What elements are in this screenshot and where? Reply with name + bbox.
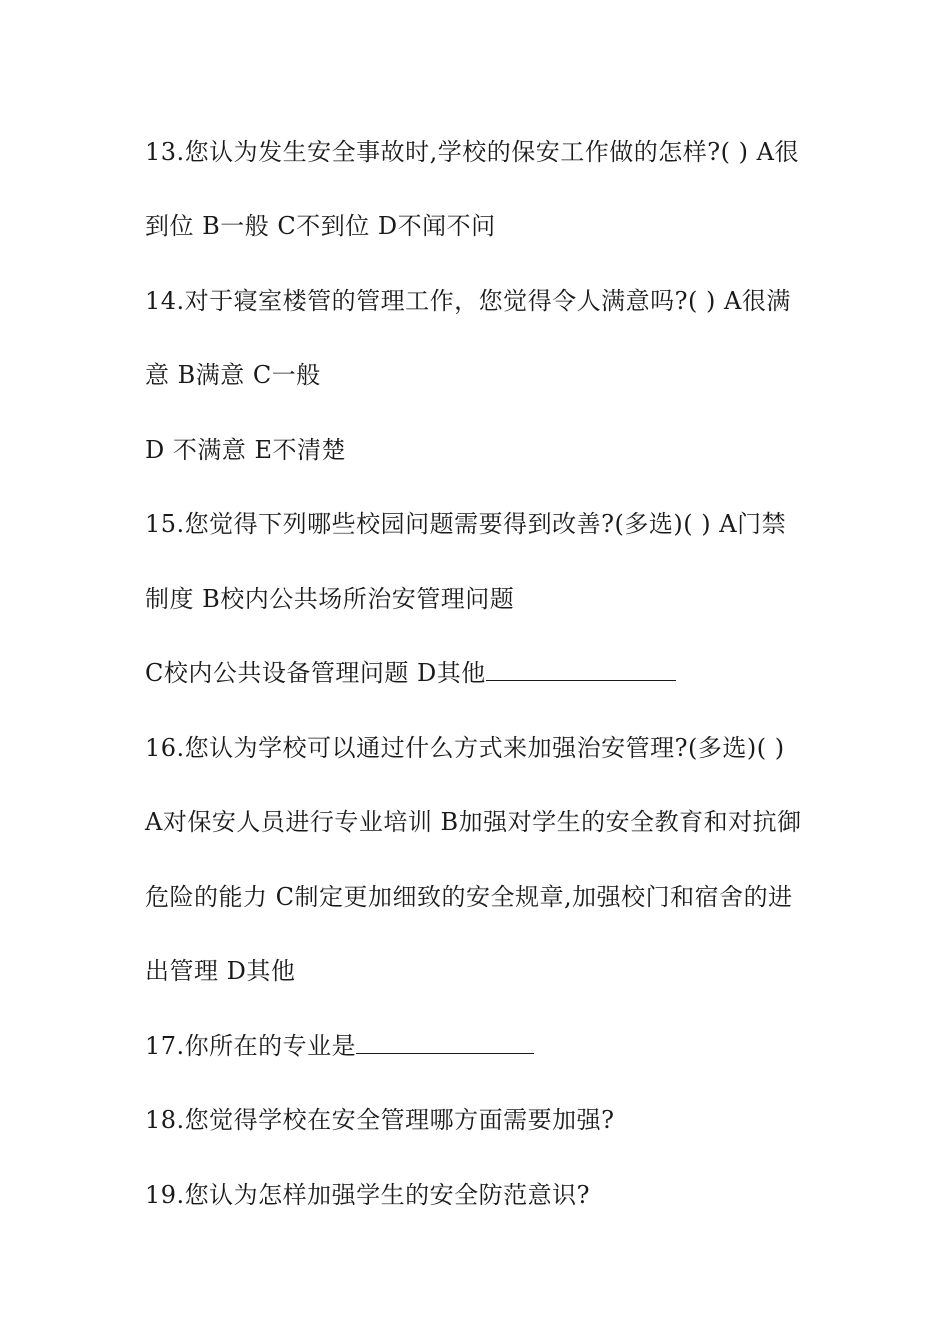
question-14-line-3: D 不满意 E不清楚: [145, 436, 347, 464]
question-15-line-3: [145, 658, 825, 688]
question-15-line-2: 制度 B校内公共场所治安管理问题: [145, 585, 515, 613]
question-15-line-3-text: C校内公共设备管理问题 D其他: [145, 659, 486, 687]
question-16-line-2: A对保安人员进行专业培训 B加强对学生的安全教育和对抗御: [145, 808, 802, 836]
question-15-line-1: 15.您觉得下列哪些校园问题需要得到改善?(多选)( ) A门禁: [145, 510, 787, 538]
question-16-line-4: 出管理 D其他: [145, 957, 296, 985]
question-13-line-1: 13.您认为发生安全事故时,学校的保安工作做的怎样?( ) A很: [145, 138, 799, 166]
fill-in-blank-major[interactable]: [356, 1031, 534, 1054]
question-18-line: 18.您觉得学校在安全管理哪方面需要加强?: [145, 1106, 615, 1134]
question-14-line-2: 意 B满意 C一般: [145, 361, 321, 389]
question-19-line: 19.您认为怎样加强学生的安全防范意识?: [145, 1181, 591, 1209]
question-16-line-3: 危险的能力 C制定更加细致的安全规章,加强校门和宿舍的进: [145, 883, 793, 911]
question-17-line: [145, 1031, 825, 1061]
question-14-line-1: 14.对于寝室楼管的管理工作，您觉得令人满意吗?( ) A很满: [145, 287, 791, 315]
fill-in-blank-other[interactable]: [486, 658, 676, 681]
question-13-line-2: 到位 B一般 C不到位 D不闻不问: [145, 212, 496, 240]
question-17-text: 17.你所在的专业是: [145, 1032, 357, 1060]
question-16-line-1: 16.您认为学校可以通过什么方式来加强治安管理?(多选)( ): [145, 734, 785, 762]
